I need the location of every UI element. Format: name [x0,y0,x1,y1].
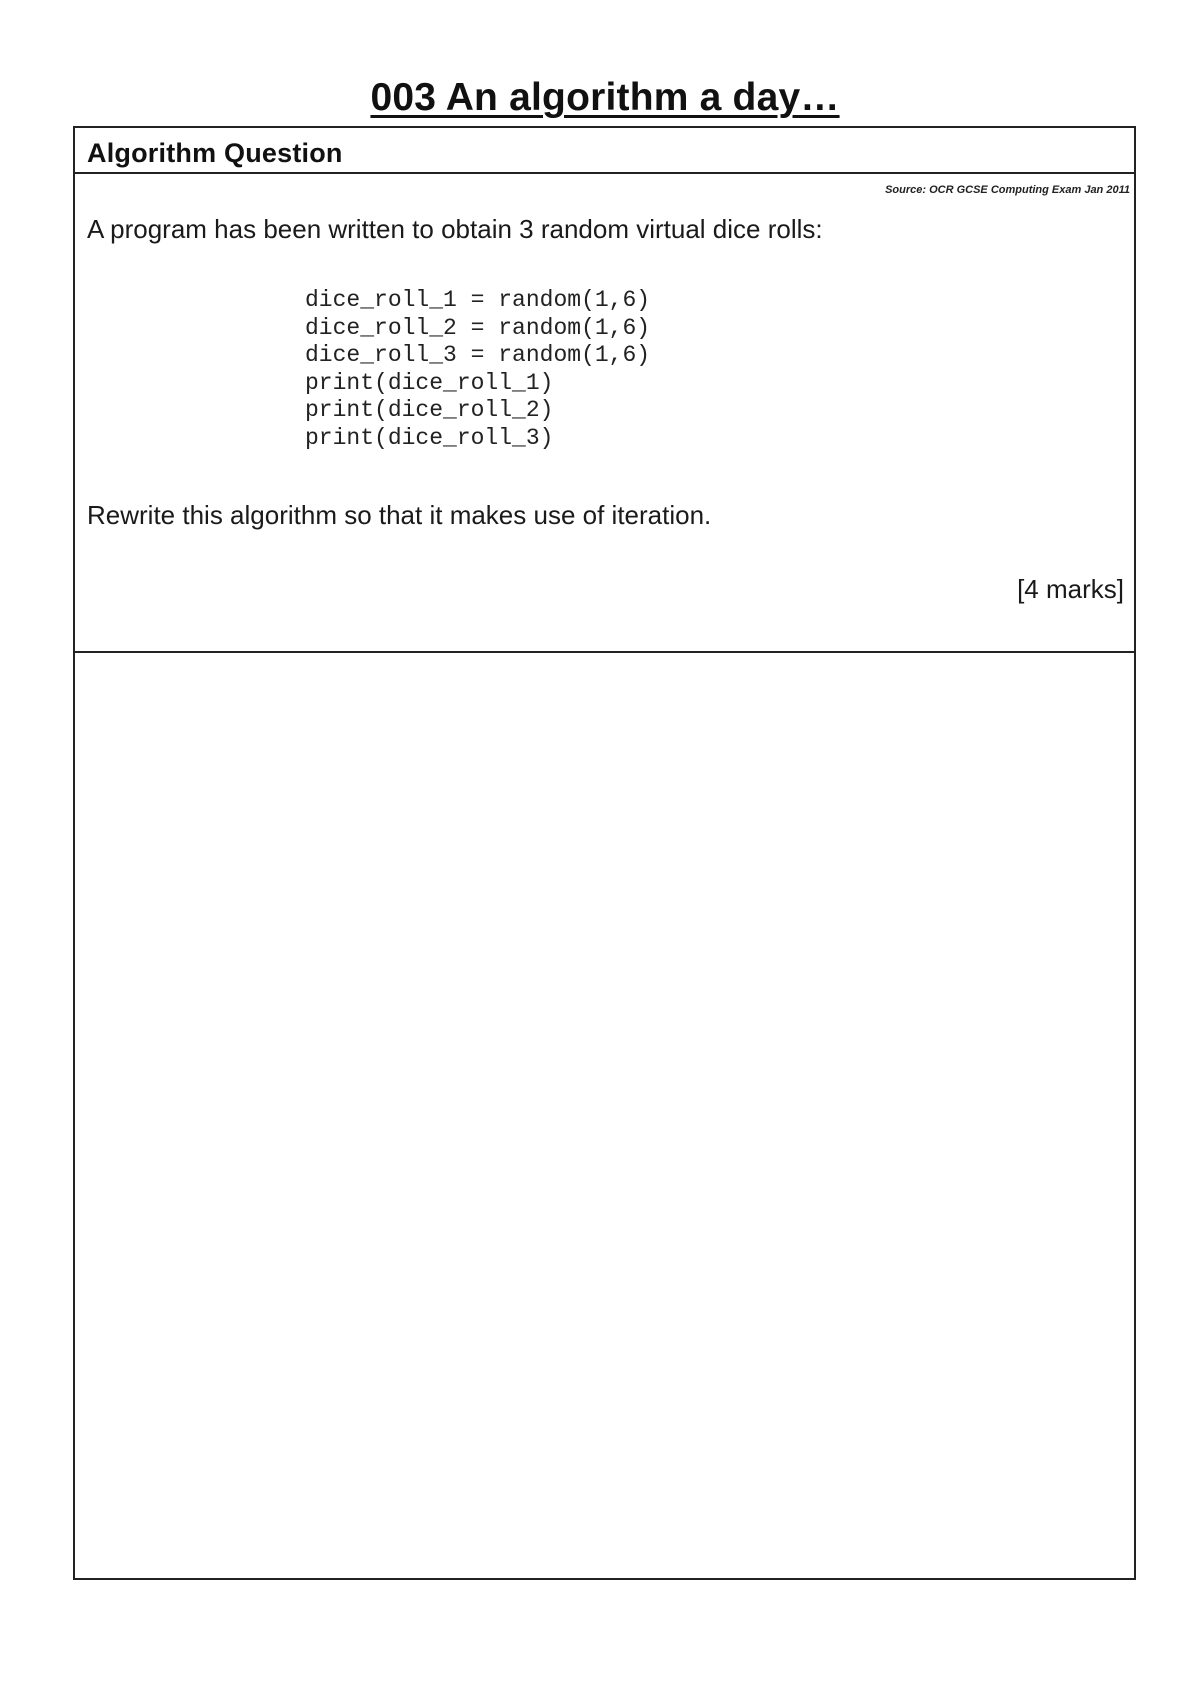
code-line: print(dice_roll_3) [305,424,554,451]
code-line: dice_roll_3 = random(1,6) [305,342,651,368]
source-note: Source: OCR GCSE Computing Exam Jan 2011 [885,184,1130,196]
code-line: print(dice_roll_1) [305,369,554,396]
question-intro: A program has been written to obtain 3 random virtual dice rolls: [87,214,823,244]
code-block [305,287,650,452]
marks-label: [4 marks] [1017,574,1124,604]
answer-area[interactable] [75,653,1134,1578]
code-line: dice_roll_2 = random(1,6) [305,314,651,341]
question-task: Rewrite this algorithm so that it makes use of iteration. [87,500,712,530]
section-header-label: Algorithm Question [87,138,343,168]
section-header [75,128,1134,174]
code-line: dice_roll_1 = random(1,6) [305,287,651,313]
question-frame [73,126,1136,1580]
code-line: print(dice_roll_2) [305,397,554,423]
page-title: 003 An algorithm a day… [370,76,840,119]
